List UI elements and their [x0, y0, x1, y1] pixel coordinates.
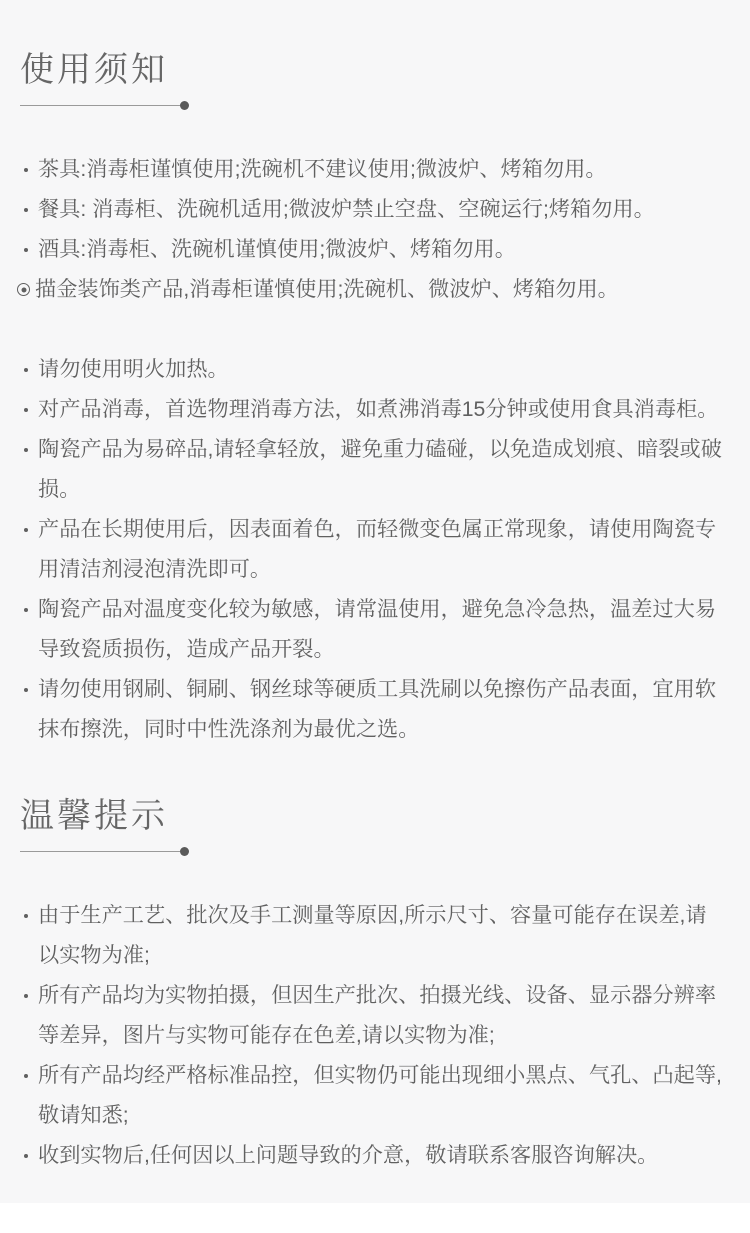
- bullet-icon: [24, 1154, 28, 1158]
- list-item-text: 酒具:消毒柜、洗碗机谨慎使用;微波炉、烤箱勿用。: [38, 238, 516, 261]
- list-item: [0, 350, 750, 390]
- bullet-icon: [24, 914, 28, 918]
- bullet-icon: [24, 688, 28, 692]
- fisheye-bullet-icon: [17, 283, 30, 296]
- bullet-icon: [24, 368, 28, 372]
- list-item: [0, 190, 750, 230]
- list-item: [0, 150, 750, 190]
- usage-notice-title: 使用须知: [20, 51, 168, 89]
- title-underline: [20, 105, 180, 106]
- bullet-icon: [24, 208, 28, 212]
- section-warm-tips: [0, 798, 750, 1176]
- list-item: [0, 510, 750, 590]
- underline-end-dot-icon: [180, 847, 189, 856]
- list-item-text: 对产品消毒，首选物理消毒方法，如煮沸消毒15分钟或使用食具消毒柜。: [38, 398, 719, 421]
- bullet-icon: [24, 448, 28, 452]
- list-item-text: 产品在长期使用后，因表面着色，而轻微变色属正常现象，请使用陶瓷专用清洁剂浸泡清洗即可。: [38, 518, 717, 581]
- list-item-text: 所有产品均经严格标准品控，但实物仍可能出现细小黑点、气孔、凸起等,敬请知悉;: [38, 1064, 722, 1127]
- list-item-text: 收到实物后,任何因以上问题导致的介意，敬请联系客服咨询解决。: [38, 1144, 659, 1167]
- list-item-text: 请勿使用明火加热。: [38, 358, 229, 381]
- list-item-text: 请勿使用钢刷、铜刷、钢丝球等硬质工具洗刷以免擦伤产品表面，宜用软抹布擦洗，同时中性洗涤剂为最优之选。: [38, 678, 717, 741]
- usage-notice-list: [0, 150, 750, 750]
- bullet-icon: [24, 408, 28, 412]
- list-item: [0, 390, 750, 430]
- title-underline: [20, 851, 180, 852]
- warm-tips-title: 温馨提示: [20, 797, 168, 835]
- bullet-icon: [24, 168, 28, 172]
- bullet-icon: [24, 528, 28, 532]
- list-item: [0, 270, 750, 310]
- list-item: [0, 1056, 750, 1136]
- list-item-text: 陶瓷产品对温度变化较为敏感，请常温使用，避免急冷急热，温差过大易导致瓷质损伤，造成产品开裂。: [38, 598, 717, 661]
- list-item-text: 描金装饰类产品,消毒柜谨慎使用;洗碗机、微波炉、烤箱勿用。: [35, 278, 619, 301]
- section-usage-notice: [0, 52, 750, 750]
- list-item: [0, 230, 750, 270]
- list-item-text: 餐具: 消毒柜、洗碗机适用;微波炉禁止空盘、空碗运行;烤箱勿用。: [38, 198, 655, 221]
- list-item-text: 陶瓷产品为易碎品,请轻拿轻放，避免重力磕碰，以免造成划痕、暗裂或破损。: [38, 438, 722, 501]
- bullet-icon: [24, 248, 28, 252]
- warm-tips-list: [0, 896, 750, 1176]
- list-item: [0, 976, 750, 1056]
- underline-end-dot-icon: [180, 101, 189, 110]
- list-item: [0, 590, 750, 670]
- bullet-icon: [24, 608, 28, 612]
- bullet-icon: [24, 1074, 28, 1078]
- list-item-text: 由于生产工艺、批次及手工测量等原因,所示尺寸、容量可能存在误差,请以实物为准;: [38, 904, 707, 967]
- list-item: [0, 896, 750, 976]
- list-item: [0, 1136, 750, 1176]
- list-item: [0, 430, 750, 510]
- bullet-icon: [24, 994, 28, 998]
- list-item-text: 茶具:消毒柜谨慎使用;洗碗机不建议使用;微波炉、烤箱勿用。: [38, 158, 607, 181]
- list-item-text: 所有产品均为实物拍摄，但因生产批次、拍摄光线、设备、显示器分辨率等差异，图片与实物可能存在色差,请以实物为准;: [38, 984, 717, 1047]
- list-item: [0, 670, 750, 750]
